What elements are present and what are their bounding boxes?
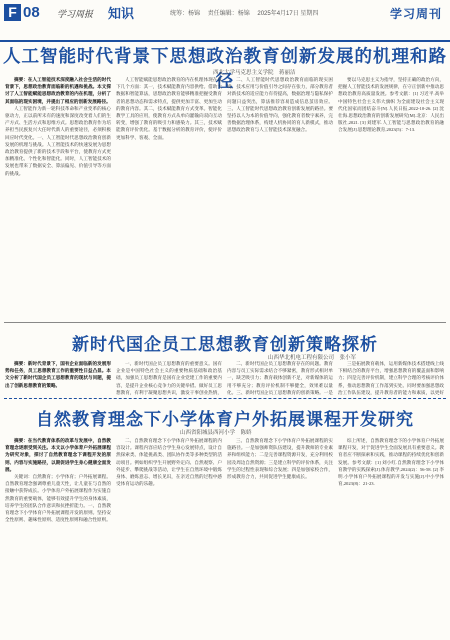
meta-responsible-editor: 责任编辑：杨锦 bbox=[207, 11, 250, 17]
publication-name: 学习周刊 bbox=[389, 7, 442, 21]
article-3-col-2 bbox=[116, 437, 222, 637]
divider-dashed bbox=[4, 398, 446, 399]
article-3-col-4 bbox=[338, 437, 444, 637]
article-1-title: 人工智能时代背景下思想政治教育创新发展的机理和路径 bbox=[3, 46, 447, 91]
article-2-col-1 bbox=[5, 360, 111, 396]
article-1-text-3: 二、人工智能时代思想政治教育面临的现实困境。技术应用与价值引导之间存在张力，部分教育者对新技术的适应能力有待提高，数据治理与隐私保护问题日益突出，算法推荐容易造成信息茧房效应。三、人工智能时代思想政治教育创新发展的路径。要坚持以人为本的价值导向，强化教育者数字素养，完善数据治理体系，构建人机协同的育人新模式，推动思想政治教育与人工智能技术深度融合。 bbox=[227, 77, 333, 133]
article-3-text-2: 二、自然教育理念下小学体育户外拓展课程的内容设计。课程内容应结合学生身心发展特点，设计自然探索类、体能挑战类、团队协作类等多种类型的活动项目。例如组织学生开展野外定向、自然观察、户外徒步、攀爬挑战等活动，让学生在自然环境中锻炼身体、磨炼意志、增长见识，在亲近自然的过程中感受体育运动的乐趣。 bbox=[116, 438, 222, 487]
article-1-text-1: 人工智能作为新一轮科技革命和产业变革的核心驱动力，正以前所未有的速度和深度改变着人们的生产方式、生活方式和思维方式。思想政治教育作为培养担当民族复兴大任时代新人的重要途径，必须积极回应时代变化。一、人工智能时代思想政治教育创新发展的机理与挑战。人工智能技术的快速发展为思想政治教育提供了新的技术手段和平台，使教育方式更加精准化、个性化和智能化。同时，人工智能技术的发展也带来了数据安全、算法偏见、价值引导等方面的挑战。 bbox=[5, 105, 111, 176]
article-3-text-4: 综上所述，自然教育理念下的小学体育户外拓展课程开发，对于促进学生全面发展具有重要意义。教育者应不断探索和实践，推动课程的持续优化和创新发展。参考文献：[1] 刘小红.自然教育理念下小学体育教学的实践探索[J].体育教学,2024(2)：56-58. [2] 李明.小学体育户外拓展课程的开发与实施[J].中小学体育,2023(8)：21-23. bbox=[338, 438, 444, 487]
article-2-col-3 bbox=[227, 360, 333, 396]
article-3-byline: 山西省阳城县西河小学 陈娇 bbox=[180, 430, 252, 436]
article-2-text-1: 一、新时代国企员工思想教育的重要意义。国有企业是中国特色社会主义的重要物质基础和政治基础，加强员工思想教育是国有企业党建工作的重要内容，是提升企业核心竞争力的关键举措。做好员工思想教育，有利于凝聚思想共识，激发干事创业热情， bbox=[116, 361, 222, 395]
article-3-text-1: 关键词：自然教育；小学体育；户外拓展课程。自然教育理念强调尊重儿童天性，让儿童在与自然的接触中获得成长。小学体育户外拓展课程作为实施自然教育的重要载体，能够有效提升学生的身体素质，培养学生的团队合作意识和抗挫折能力。一、自然教育理念下小学体育户外拓展课程开发的原则。坚持安全性原则、趣味性原则、适度性原则和融合性原则。 bbox=[5, 474, 111, 523]
article-3-title: 自然教育理念下小学体育户外拓展课程开发研究 bbox=[36, 410, 414, 429]
masthead-meta bbox=[170, 8, 324, 17]
meta-date: 2025年4月17日 星期四 bbox=[257, 11, 319, 17]
masthead bbox=[0, 0, 450, 42]
article-2-col-4 bbox=[338, 360, 444, 396]
article-1-byline: 西北大学马克思主义学院 蒋丽洁 bbox=[213, 70, 296, 76]
article-1-col-4 bbox=[338, 76, 444, 320]
meta-editor: 统筹：杨锦 bbox=[170, 11, 201, 17]
divider bbox=[4, 322, 446, 323]
article-1-abstract: 摘要：在人工智能技术深度融入社会生活的时代背景下，思想政治教育面临新的机遇和挑战。本文探讨了人工智能赋能思想政治教育的内在机理，分析了其面临的现实困境，并提出了相应的创新发展路径。 bbox=[5, 77, 111, 104]
article-3-col-1 bbox=[5, 437, 111, 637]
article-1-col-1 bbox=[5, 76, 111, 320]
article-1-col-3 bbox=[227, 76, 333, 320]
article-2-text-3: 三是拓展教育载体，运用新媒体技术搭建线上线下相结合的教育平台，增强思想教育的覆盖面和影响力；四是完善评价机制，建立科学合理的考核评价体系，推动思想教育工作落到实处。同时要加强思想政治工作队伍建设，提升教育者的能力和素质，以更好 bbox=[338, 361, 444, 395]
article-3-col-3 bbox=[227, 437, 333, 637]
article-1-col-2 bbox=[116, 76, 222, 320]
article-2-byline: 山西华北机电工程有限公司 张小军 bbox=[268, 355, 357, 361]
article-1-text-4: 要以马克思主义为指导，坚持正确的政治方向，把握人工智能技术的发展规律，在守正创新中推动思想政治教育高质量发展。参考文献：[1] 习近平.高举中国特色社会主义伟大旗帜 为全面建设社会主义现代化国家而团结奋斗[N].人民日报,2022-10-26. [2] 沈壮海.思想政治教育的创新发展研究[M].北京：人民出版社,2021. [3] 刘建军.人工智能与思想政治教育的融合发展[J].思想理论教育,2023(5)：7-13. bbox=[338, 77, 444, 133]
page-number: 08 bbox=[23, 4, 40, 21]
brand-logo: 学习周报 bbox=[57, 9, 94, 19]
article-3-abstract: 摘要：在当代教育体系的改革与发展中，自然教育理念逐渐受到关注。本文以小学体育户外拓展课程为研究对象，探讨了自然教育理念下课程开发的原则、内容与实施路径，以期促进学生身心健康全面发展。 bbox=[5, 438, 111, 472]
article-2-col-2 bbox=[116, 360, 222, 396]
page-prefix: F bbox=[4, 4, 21, 21]
article-2-title: 新时代国企员工思想教育创新策略探析 bbox=[72, 335, 378, 354]
article-2-abstract: 摘要：新时代背景下，国有企业面临新的发展形势和任务，员工思想教育工作的重要性日益凸显。本文分析了新时代国企员工思想教育的现状与问题，提出了创新思想教育的策略。 bbox=[5, 361, 111, 388]
article-3-text-3: 三、自然教育理念下小学体育户外拓展课程的实施路径。一是加强师资队伍建设，提升教师的专业素养和组织能力；二是完善课程资源开发，充分利用校园及周边自然资源；三是建立科学的评价体系，关注学生的过程性表现和综合发展；四是加强家校合作，形成教育合力，共同促进学生健康成长。 bbox=[227, 438, 333, 480]
article-2-text-2: 二、新时代国企员工思想教育存在的问题。教育内容与员工实际需求结合不够紧密，教育形式相对单一，缺乏吸引力；教育载体创新不足，对新媒体的运用不够充分；教育评价机制不够健全，效果难以量化。三、新时代国企员工思想教育的创新策略。一是 bbox=[227, 361, 333, 395]
article-1-text-2: 人工智能赋能思想政治教育的内在机理体现在以下几个方面：其一，技术赋能教育内容供给。借助大数据和智能算法，思想政治教育能够精准把握受教育者的思想动态和需求特点，提供更加丰富、更加生动的教育内容。其二，技术赋能教育方式变革。智能化教学工具的应用，使教育方式从单向灌输向双向互动转变，增强了教育的吸引力和感染力。其三，技术赋能教育评价优化。基于数据分析的教育评价，使评价更加科学、客观、全面。 bbox=[116, 77, 222, 140]
section-name: 知识 bbox=[108, 6, 135, 21]
